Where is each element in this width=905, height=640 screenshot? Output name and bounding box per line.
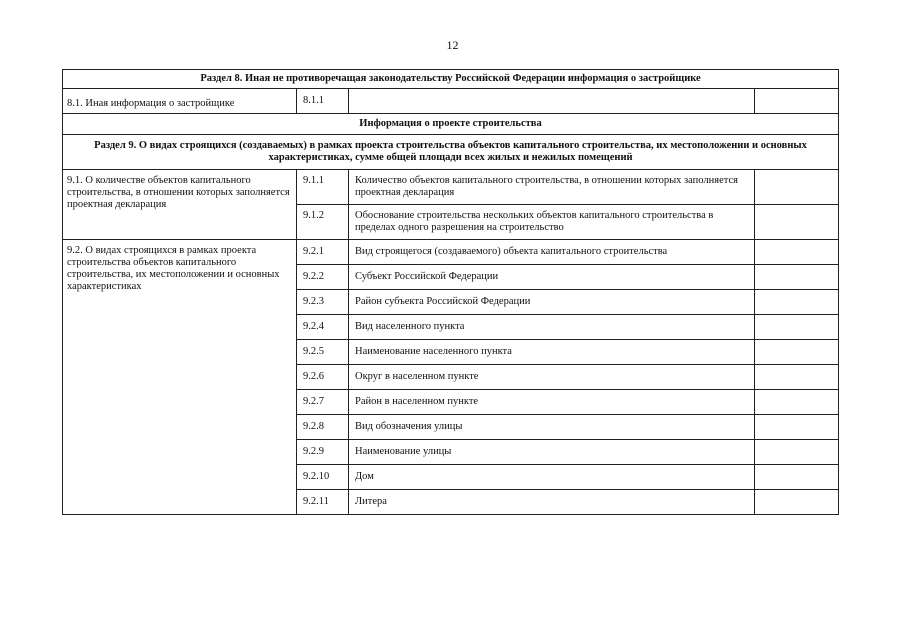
section-9-1-label: 9.1. О количестве объектов капитального строительства, в отношении которых заполняется проектная декларация [63, 170, 297, 240]
row-value-9-2-2[interactable] [755, 265, 839, 290]
row-code-8-1-1: 8.1.1 [297, 89, 349, 114]
row-value-9-2-6[interactable] [755, 365, 839, 390]
project-info-title: Информация о проекте строительства [63, 114, 839, 135]
section-9-2-label: 9.2. О видах строящихся в рамках проекта строительства объектов капитального строительства, их местоположении и основных характеристиках [63, 240, 297, 515]
row-description-9-2-5: Наименование населенного пункта [349, 340, 755, 365]
row-description-9-2-2: Субъект Российской Федерации [349, 265, 755, 290]
row-value-9-2-5[interactable] [755, 340, 839, 365]
row-code-9-2-2: 9.2.2 [297, 265, 349, 290]
row-value-9-2-9[interactable] [755, 440, 839, 465]
row-code-9-2-10: 9.2.10 [297, 465, 349, 490]
row-description-9-2-6: Округ в населенном пункте [349, 365, 755, 390]
row-description-9-2-8: Вид обозначения улицы [349, 415, 755, 440]
row-value-9-2-8[interactable] [755, 415, 839, 440]
row-description-9-1-1: Количество объектов капитального строительства, в отношении которых заполняется проектная декларация [349, 170, 755, 205]
row-value-9-2-1[interactable] [755, 240, 839, 265]
row-code-9-2-1: 9.2.1 [297, 240, 349, 265]
row-code-9-2-7: 9.2.7 [297, 390, 349, 415]
row-description-9-2-7: Район в населенном пункте [349, 390, 755, 415]
row-description-9-2-4: Вид населенного пункта [349, 315, 755, 340]
row-description-9-1-2: Обоснование строительства нескольких объектов капитального строительства в пределах одного разрешения на строительство [349, 205, 755, 240]
row-value-9-1-2[interactable] [755, 205, 839, 240]
row-code-9-2-3: 9.2.3 [297, 290, 349, 315]
section-9-title: Раздел 9. О видах строящихся (создаваемых) в рамках проекта строительства объектов капитального строительства, их местоположении и основных характеристиках, сумме общей площади всех жилых и нежилых помещений [63, 135, 839, 170]
row-description-9-2-10: Дом [349, 465, 755, 490]
row-description-9-2-1: Вид строящегося (создаваемого) объекта капитального строительства [349, 240, 755, 265]
row-code-9-1-1: 9.1.1 [297, 170, 349, 205]
row-description-9-2-3: Район субъекта Российской Федерации [349, 290, 755, 315]
row-value-9-2-10[interactable] [755, 465, 839, 490]
row-code-9-2-4: 9.2.4 [297, 315, 349, 340]
row-code-9-2-5: 9.2.5 [297, 340, 349, 365]
section-8-1-label: 8.1. Иная информация о застройщике [63, 89, 297, 114]
row-description-8-1-1 [349, 89, 755, 114]
row-code-9-2-8: 9.2.8 [297, 415, 349, 440]
row-code-9-2-9: 9.2.9 [297, 440, 349, 465]
declaration-table [62, 69, 839, 515]
row-value-9-2-7[interactable] [755, 390, 839, 415]
row-code-9-1-2: 9.1.2 [297, 205, 349, 240]
row-code-9-2-11: 9.2.11 [297, 490, 349, 515]
row-description-9-2-11: Литера [349, 490, 755, 515]
row-value-8-1-1[interactable] [755, 89, 839, 114]
row-value-9-1-1[interactable] [755, 170, 839, 205]
row-value-9-2-4[interactable] [755, 315, 839, 340]
row-description-9-2-9: Наименование улицы [349, 440, 755, 465]
row-value-9-2-11[interactable] [755, 490, 839, 515]
section-8-title: Раздел 8. Иная не противоречащая законодательству Российской Федерации информация о застройщике [63, 70, 839, 89]
row-value-9-2-3[interactable] [755, 290, 839, 315]
page-number: 12 [446, 38, 459, 52]
row-code-9-2-6: 9.2.6 [297, 365, 349, 390]
